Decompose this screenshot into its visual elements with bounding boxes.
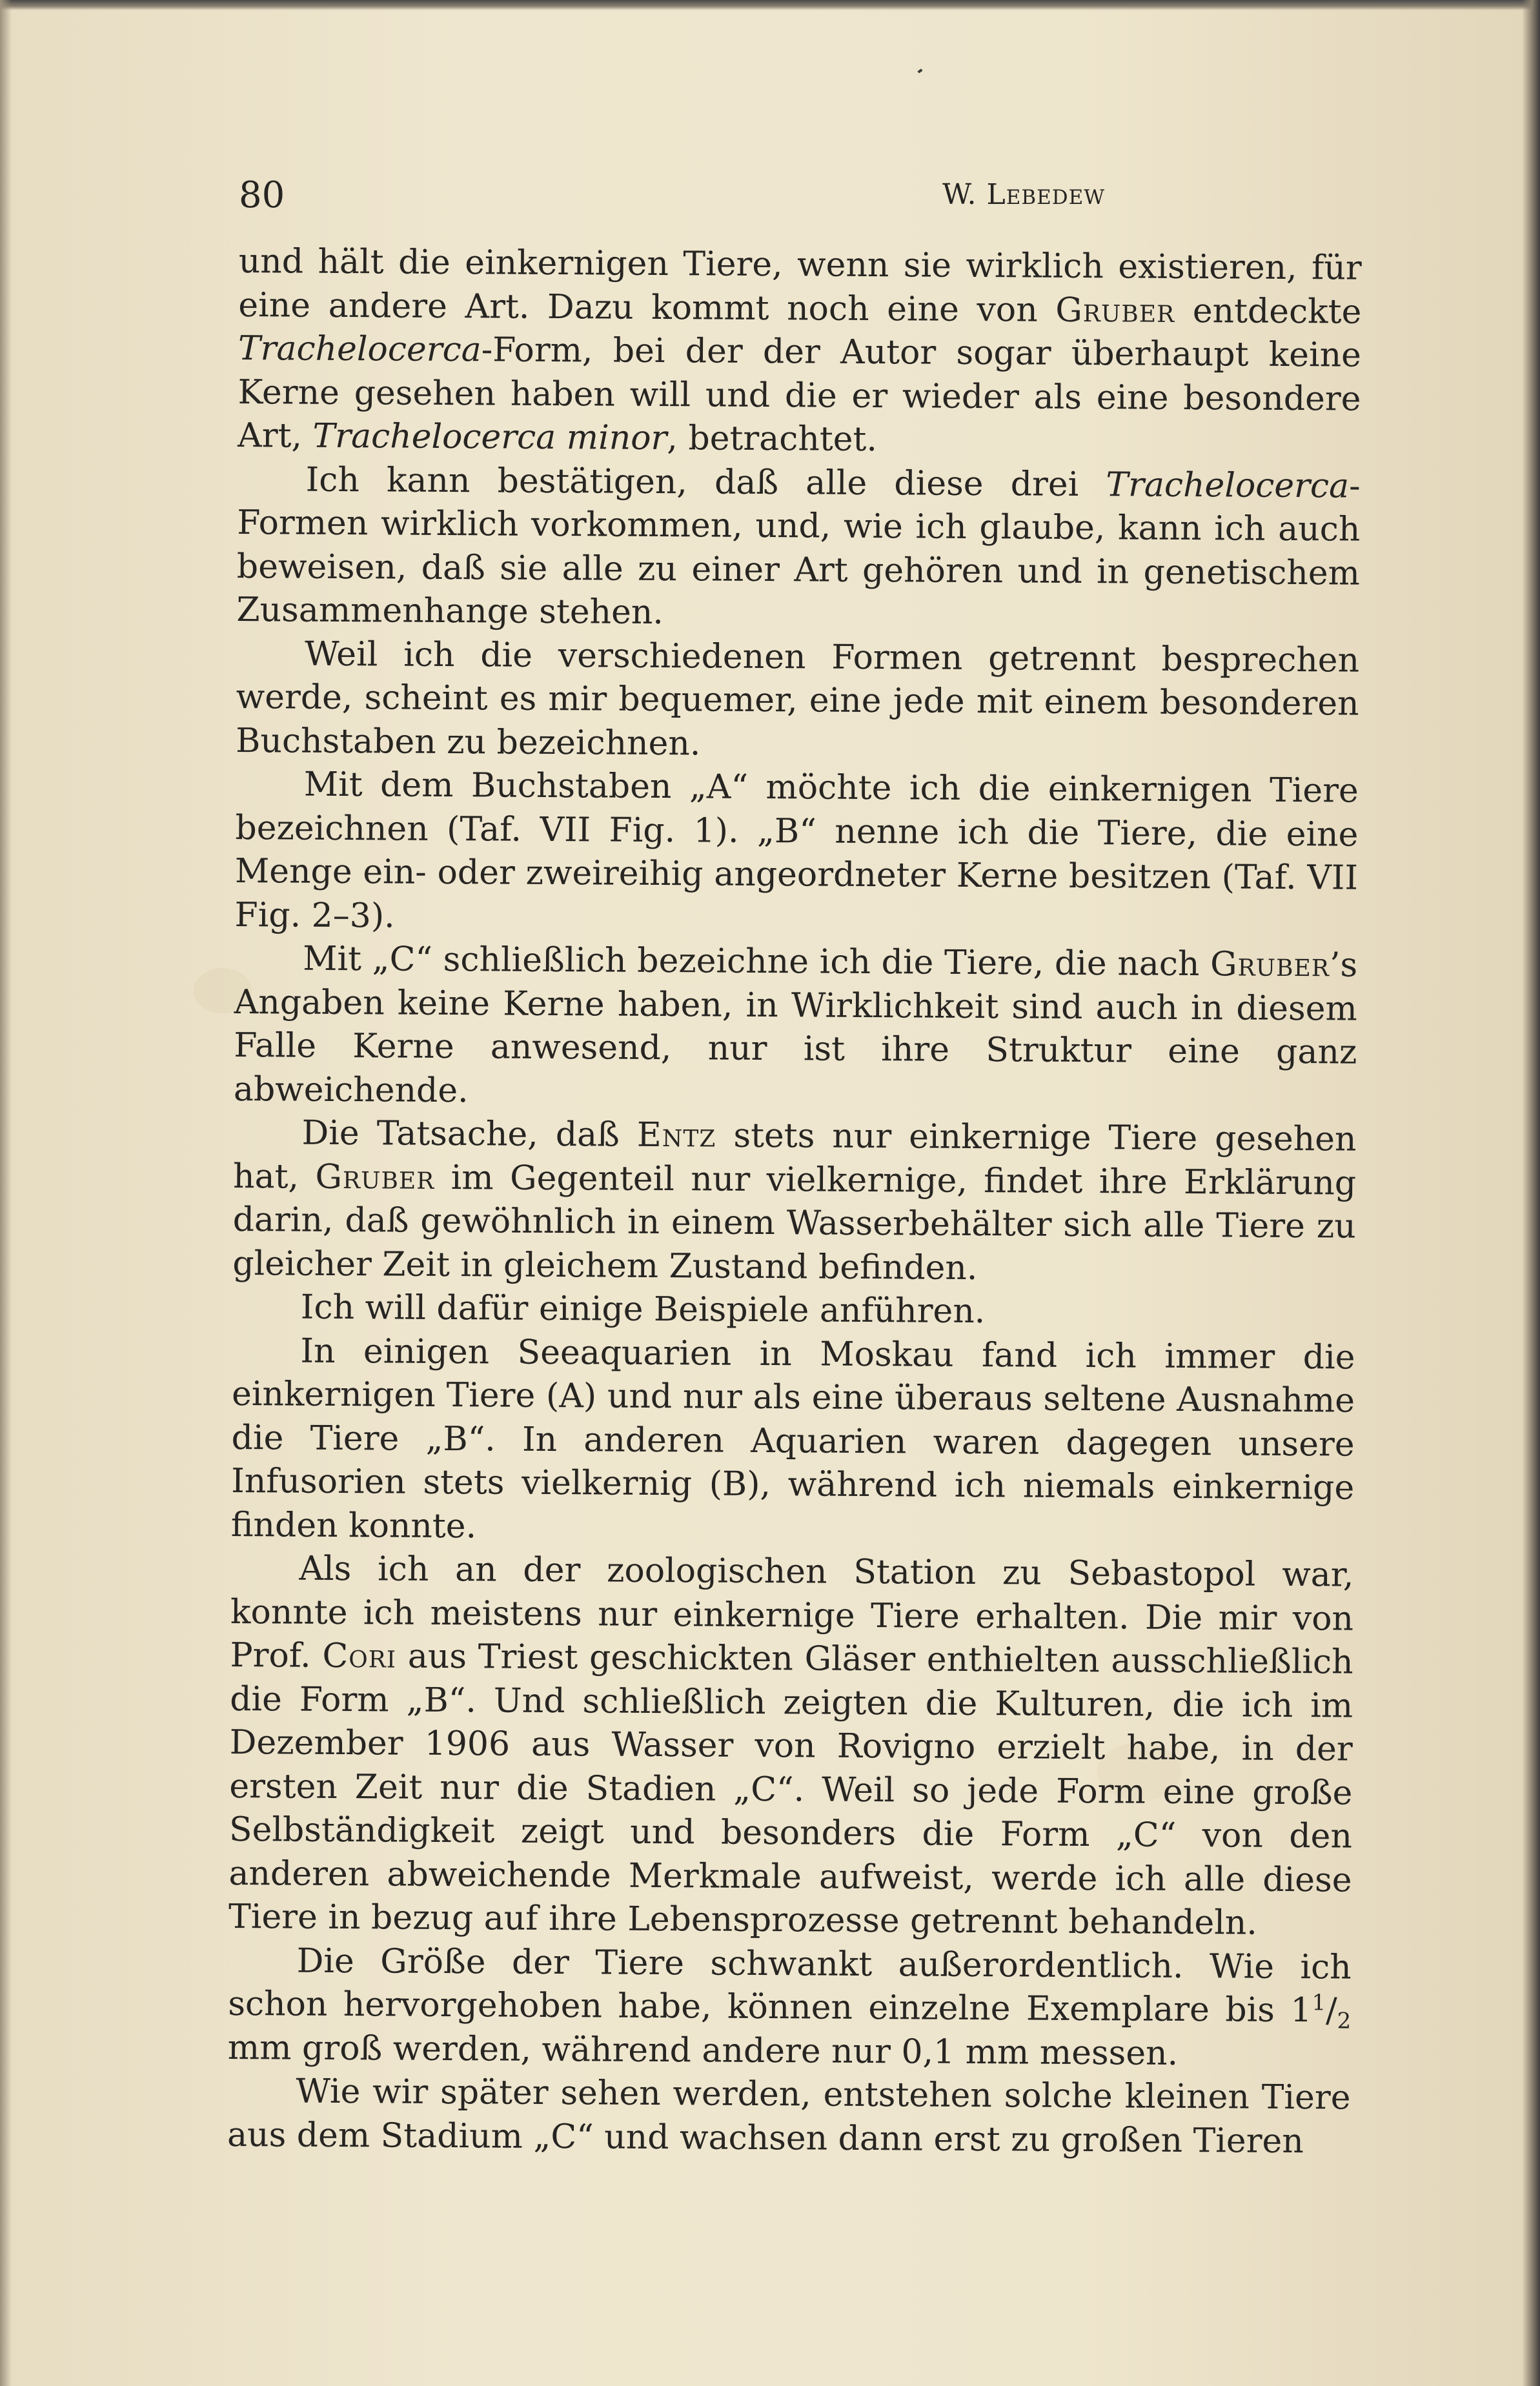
body-text — [227, 240, 1362, 2164]
text-run: Die Tatsache, daß — [301, 1113, 638, 1155]
text-run: Weil ich die verschiedenen Formen getrennt besprechen werde, scheint es mir bequemer, eine jede mit einem besonderen Buchstaben zu bezeichnen. — [236, 634, 1360, 763]
text-run: ’s Angaben keine Kerne haben, in Wirklichkeit sind auch in diesem Falle Kerne anwesend, nur ist ihre Struktur eine ganz abweichende. — [233, 945, 1358, 1110]
paragraph — [227, 2070, 1351, 2164]
author-name: Gruber — [315, 1157, 435, 1197]
page-top-edge — [0, 0, 1540, 10]
page-header — [239, 174, 1355, 219]
paragraph — [236, 458, 1361, 639]
paragraph — [236, 632, 1359, 769]
text-run: Ich kann bestätigen, daß alle diese drei — [305, 460, 1106, 504]
taxon-name: Trachelocerca — [1106, 465, 1350, 506]
taxon-name: Trachelocerca — [238, 329, 481, 370]
page-number: 80 — [239, 174, 285, 216]
author-name: Entz — [636, 1115, 716, 1155]
paragraph — [234, 763, 1359, 944]
text-run: Die Größe der Tiere schwankt außerordentlich. Wie ich schon hervorgehoben habe, können einzelne Exemplare bis 1 — [228, 1941, 1352, 2030]
text-run: Als ich an der zoologischen Station zu Sebastopol war, konnte ich meistens nur einkernige Tiere erhalten. Die mir von Prof. — [230, 1549, 1354, 1675]
paragraph — [231, 1329, 1355, 1553]
page-right-edge — [1522, 0, 1540, 2386]
text-run: aus Triest geschickten Gläser enthielten ausschließlich die Form „B“. Und schließlich zeigten die Kulturen, die ich im Dezember 1906 aus Wasser von Rovigno erzielt habe, in der ersten Zeit nur die Stadien „C“. Weil so jede Form eine große Selbständigkeit zeigt und besonders die Form „C“ von den anderen abweichende Merkmale aufweist, werde ich alle diese Tiere in bezug auf ihre Lebensprozesse getrennt behandeln. — [228, 1637, 1353, 1943]
text-run: Ich will dafür einige Beispiele anführen. — [300, 1288, 986, 1331]
text-run: -Form, bei der der Autor sogar überhaupt keine Kerne gesehen haben will und die er wieder als eine besondere Art, — [237, 330, 1362, 456]
text-run: Wie wir später sehen werden, entstehen solche kleinen Tiere aus dem Stadium „C“ und wachsen dann erst zu großen Tieren — [227, 2072, 1351, 2161]
text-run: Mit dem Buchstaben „A“ möchte ich die einkernigen Tiere bezeichnen (Taf. VII Fig. 1). „B“ nenne ich die Tiere, die eine Menge ein- oder zweireihig angeordneter Kerne besitzen (Taf. VII Fig. 2–3). — [234, 765, 1359, 935]
text-run: stets nur einkernige Tiere gesehen hat, — [232, 1116, 1357, 1197]
author-name: Gruber — [1210, 945, 1330, 985]
running-head-author: W. Lebedew — [942, 178, 1106, 211]
text-run: 1 — [1312, 1990, 1326, 2016]
text-run: und hält die einkernigen Tiere, wenn sie wirklich existieren, für eine andere Art. Dazu kommt noch eine von — [238, 241, 1362, 330]
paragraph — [234, 937, 1358, 1118]
text-run: / — [1325, 1991, 1337, 2030]
text-run: Mit „C“ schließlich bezeichne ich die Tiere, die nach — [303, 939, 1211, 984]
page-left-edge — [0, 0, 12, 2386]
paragraph — [232, 1286, 1355, 1336]
paragraph — [238, 240, 1362, 465]
text-run: im Gegenteil nur vielkernige, findet ihre Erklärung darin, daß gewöhnlich in einem Wasserbehälter sich alle Tiere zu gleicher Zeit in gleichem Zustand befinden. — [232, 1158, 1357, 1288]
paragraph — [228, 1939, 1352, 2076]
ink-mark — [917, 68, 922, 73]
text-run: -Formen wirklich vorkommen, und, wie ich glaube, kann ich auch beweisen, daß sie alle zu einer Art gehören und in genetischem Zusammenhange stehen. — [236, 467, 1361, 632]
taxon-name: Trachelocerca minor — [312, 416, 667, 458]
paragraph — [232, 1111, 1357, 1293]
text-run: , betrachtet. — [667, 419, 878, 460]
text-run: entdeckte — [1175, 291, 1362, 332]
paragraph — [228, 1547, 1354, 1946]
text-run: 2 — [1337, 2008, 1352, 2034]
author-name: Cori — [322, 1636, 397, 1676]
text-run: In einigen Seeaquarien in Moskau fand ich immer die einkernigen Tiere (A) und nur als eine überaus seltene Ausnahme die Tiere „B“. In anderen Aquarien waren dagegen unsere Infusorien stets vielkernig (B), während ich niemals einkernige finden konnte. — [230, 1331, 1355, 1546]
author-name: Gruber — [1055, 290, 1175, 330]
text-run: mm groß werden, während andere nur 0,1 mm messen. — [227, 2028, 1179, 2073]
